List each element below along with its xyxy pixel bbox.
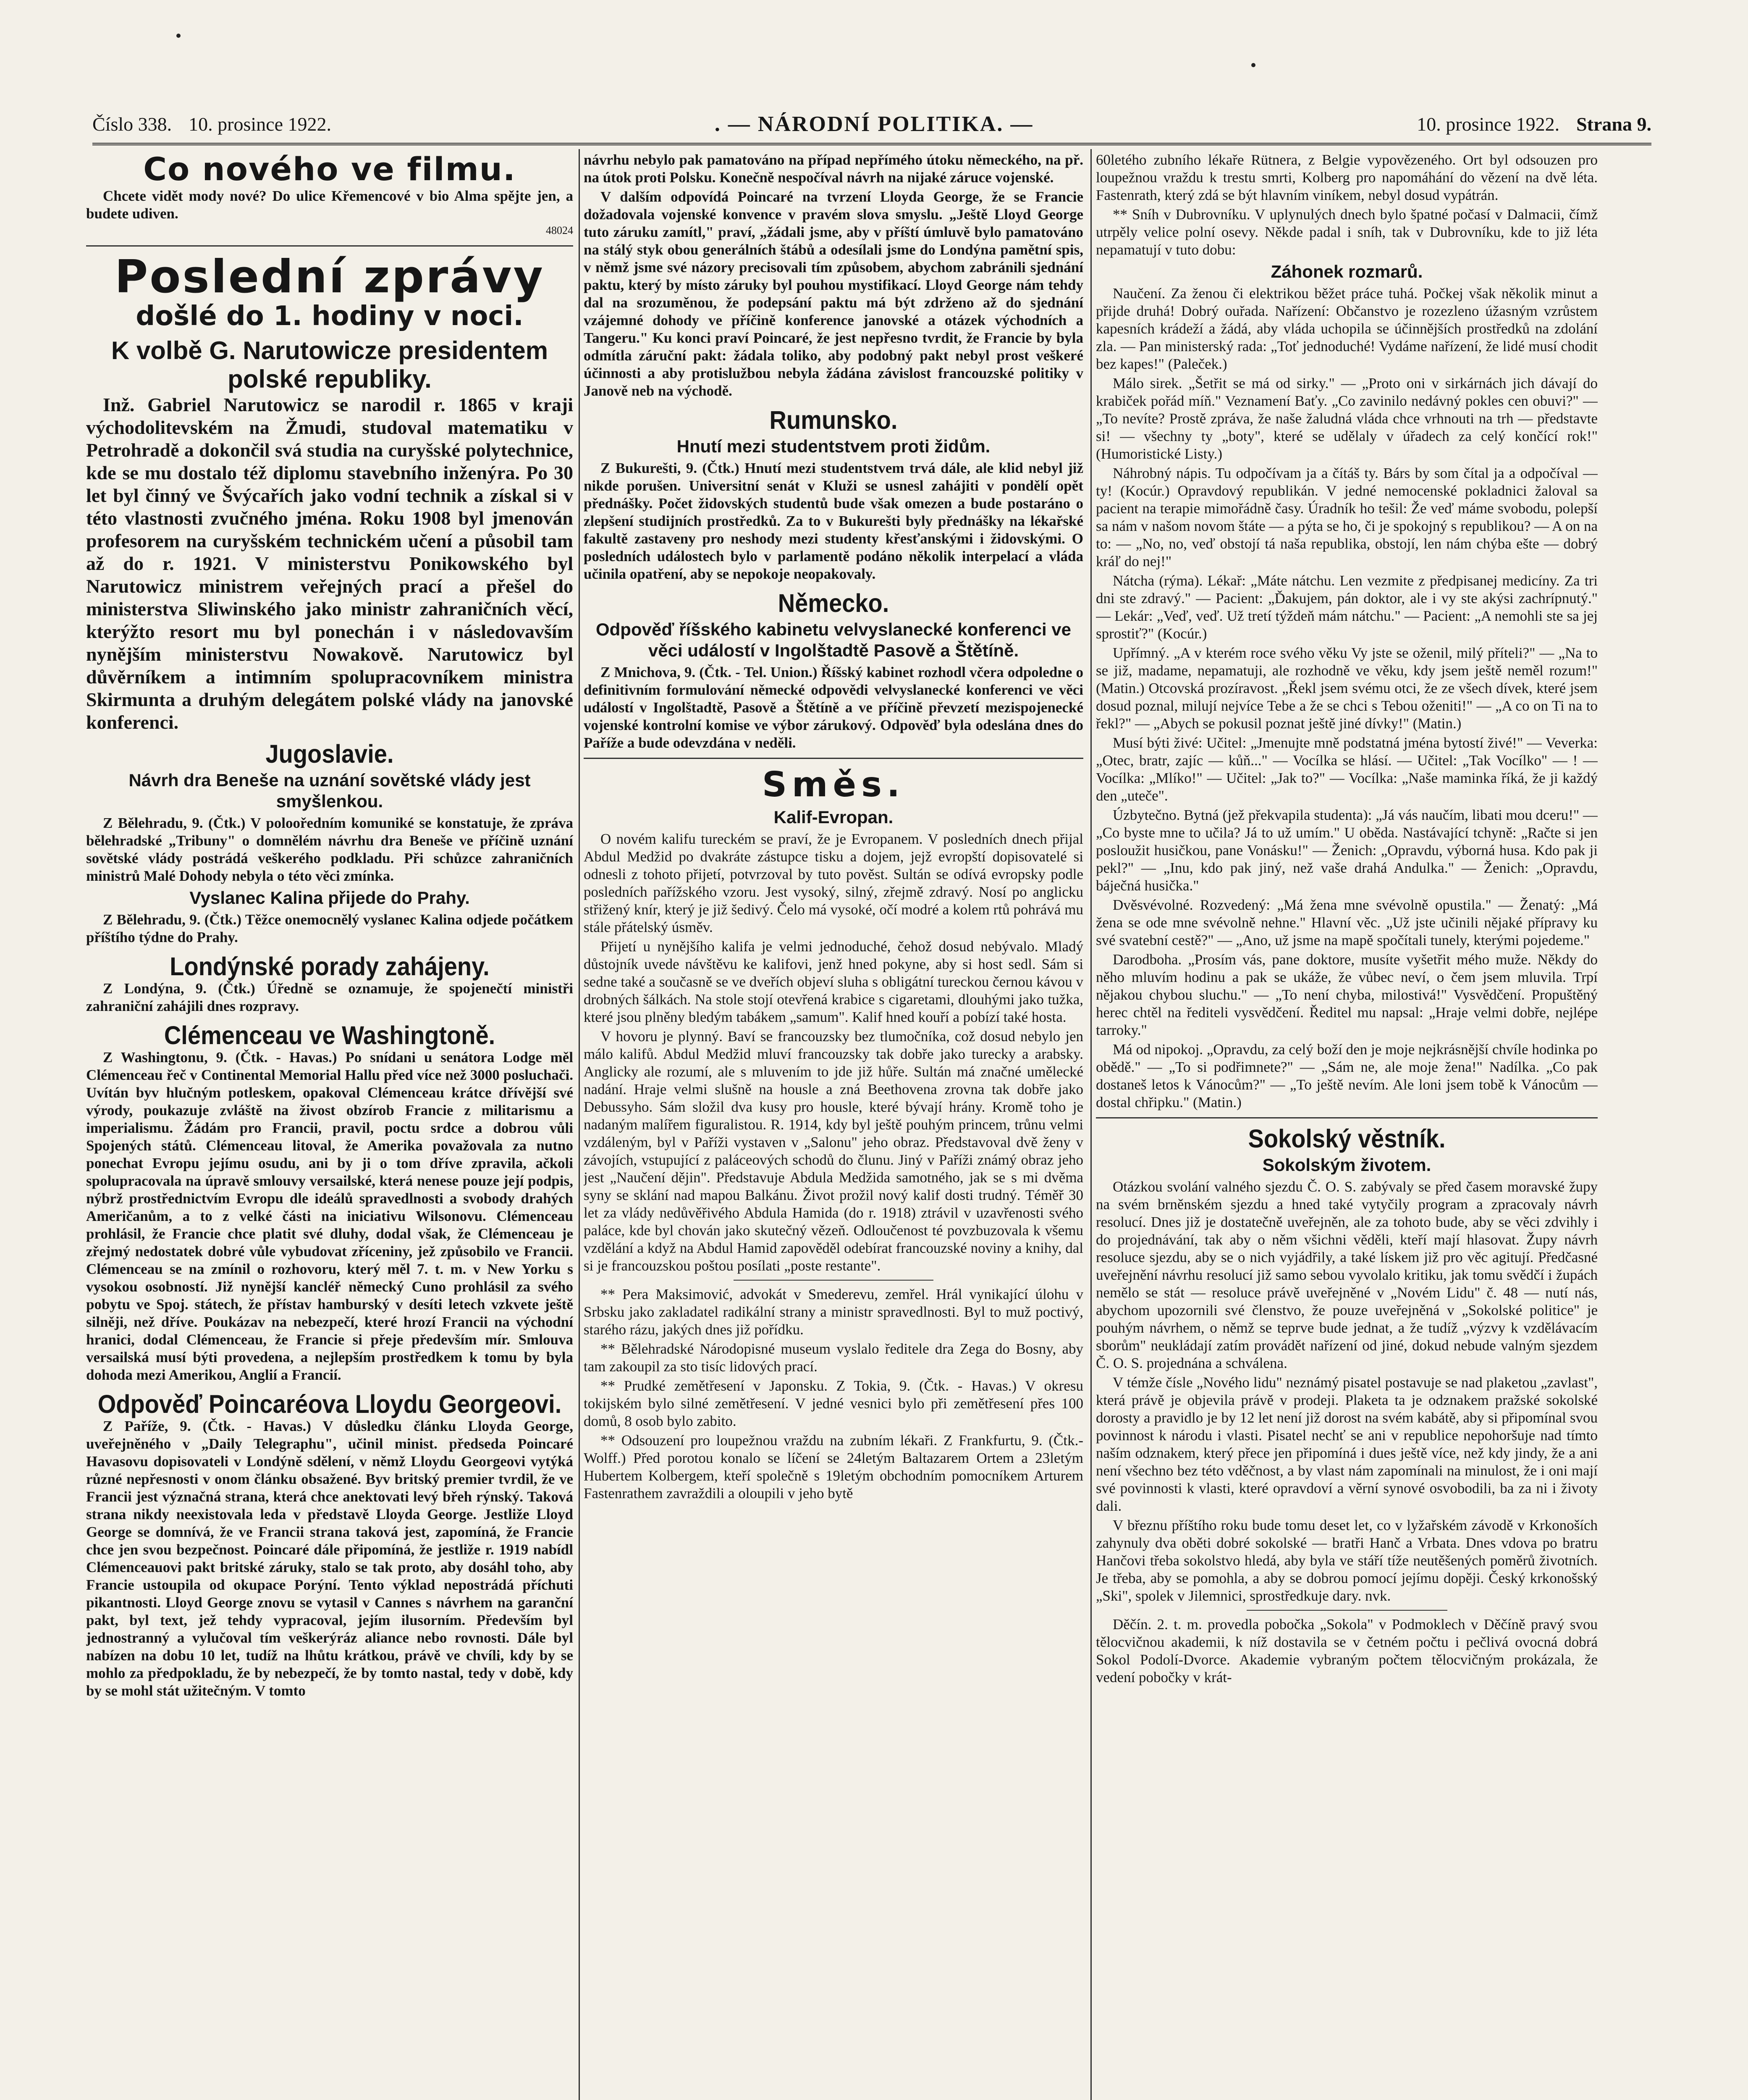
column-3 — [1096, 151, 1598, 2100]
poincare-continuation-2: V dalším odpovídá Poincaré na tvrzení Lloyda George, že se Francie dožadovala vojenské konvence v pravém slova smyslu. „Ještě Lloyd George tuto záruku zamítl," praví, „žádali jsme, aby v příští úmluvě bylo pamatováno na stálý styk obou generálních štábů a odesílali jsme do Londýna pamětní spis, v němž jsme své názory precisovali tím způsobem, abychom zabránili sjednání paktu, který by místo záruky byl pouhou mystifikací. Lloyd George nám tehdy dal na srozuměnou, že podepsání paktu má být zdrženo až do sjednání vzájemné dohody ve příčině konference janovské a otázek východních a Tangeru." Ku konci praví Poincaré, že jest nepřesno tvrdit, že Francie by byla odmítla záruční pakt: žádala toliko, aby podobný pakt nebyl prost veškeré účinnosti a aby protislužbou nebyla žádána závislost francouzské politiky v Janově neb na východě. — [584, 189, 1083, 399]
column-2 — [584, 151, 1083, 2100]
jugoslavia-article: Z Bělehradu, 9. (Čtk.) V polooředním komuniké se konstatuje, že zpráva bělehradské „Tribuny" o domnělém návrhu dra Beneše ve příčině uznání sovětské vlády postrádá veškerého podkladu. Při schůzce zahraničních ministrů Malé Dohody nebyla o této věci zmínka. — [86, 815, 573, 884]
sokol-heading: Sokolský věstník. — [1248, 1124, 1446, 1153]
poincare-continuation: návrhu nebylo pak pamatováno na případ nepřímého útoku německého, na př. na útok proti Polsku. Konečně nespočíval návrh na nijaké záruce vojenské. — [584, 152, 1083, 186]
clemenceau-heading: Clémenceau ve Washingtoně. — [164, 1020, 495, 1050]
issue-number: Číslo 338. — [92, 113, 172, 135]
caliph-paragraph: Přijetí u nynějšího kalifa je velmi jednoduché, čehož dosud nebývalo. Mladý důstojník uvede návštěvu ke kalifovi, jenž hned pokyne, aby si host sedl. Sám si sedne také a současně se ve dveřích objeví sluha s obligátní tureckou černou kávou v drobných šálkách. Na stole stojí otevřená krabice s cigaretami, dlouhými jako tužka, které jsou plněny bledým tabákem „samum". Kalif hned kouří a pobízí také hosta. — [584, 938, 1083, 1025]
kalina-heading: Vyslanec Kalina přijede do Prahy. — [189, 888, 470, 908]
caliph-heading: Kalif-Evropan. — [773, 807, 894, 827]
latest-news-heading: Poslední zprávy — [115, 251, 545, 303]
film-ad: Chcete vidět mody nové? Do ulice Křemencové v bio Alma spějte jen, a budete udiven. — [86, 188, 573, 222]
page-label: Strana 9. — [1576, 113, 1651, 135]
news-item: ** Prudké zemětřesení v Japonsku. Z Tokia, 9. (Čtk. - Havas.) V okresu tokijském bylo silné zemětřesení. V jedné vesnici bylo při zemětřesení přes 100 domů, 8 osob bylo zabito. — [584, 1378, 1083, 1429]
london-heading: Londýnské porady zahájeny. — [170, 951, 490, 981]
news-item: ** Bělehradské Národopisné museum vyslalo ředitele dra Zega do Bosny, aby tam zakoupil za sto tisíc lidových prací. — [584, 1341, 1083, 1375]
latest-news-subheading: došlé do 1. hodiny v noci. — [136, 301, 524, 332]
germany-subheading: Odpověď říšského kabinetu velvyslanecké konferenci ve věci událostí v Ingolštadtě Pasově a Štětíně. — [595, 620, 1072, 660]
poincare-heading: Odpověď Poincaréova Lloydu Georgeovi. — [97, 1389, 562, 1419]
news-item: ** Odsouzení pro loupežnou vraždu na zubním lékaři. Z Frankfurtu, 9. (Čtk.-Wolff.) Před porotou konalo se líčení se 24letým Baltazarem Ortem a 23letým Hubertem Kolbergem, kteří společně s 19letým obchodním pomocníkem Arturem Fastenrathem zavraždili a oloupili v jeho bytě — [584, 1432, 1083, 1502]
column-rule — [579, 149, 580, 2100]
column-1 — [86, 151, 573, 2100]
romania-subheading: Hnutí mezi studentstvem proti židům. — [676, 436, 991, 456]
sokol-subheading: Sokolským životem. — [1262, 1155, 1431, 1175]
humor-item: Upřímný. „A v kterém roce svého věku Vy jste se oženil, milý příteli?" — „Na to se již, madame, nepamatuji, ale rozhodně ve věku, kdy jsem ještě neměl rozum!" (Matin.) Otcovská prozíravost. „Řekl jsem svému otci, že ze všech dívek, které jsem dosud poznal, milují nejvíce Tebe a že se chci s Tebou oženiti!" — „A co on Ti na to řekl?" — „Abych se pokusil poznat ještě jiné dívky!" (Matin.) — [1096, 645, 1598, 732]
miscellany-heading: Směs. — [762, 765, 905, 805]
humor-item: Naučení. Za ženou či elektrikou běžet práce tuhá. Počkej však několik minut a přijde druhá! Dobrý ouřada. Nařízení: Občanstvo je rozezleno úžasným vzrůstem kapesních krádeží a žádá, aby vláda uchopila se účinnějších prostředků na zdolání zla. — Pan ministerský rada: „Toť jednoduché! Vydáme nařízení, že lidé musí chodit bez kapes!" (Paleček.) — [1096, 285, 1598, 372]
caliph-paragraph: V hovoru je plynný. Baví se francouzsky bez tlumočníka, což dosud nebylo jen málo kalifů. Abdul Medžid mluví francouzsky tak dobře jako turecky a arabsky. Anglicky ale rozumí, ale s mluvením to jde již hůře. Sultán má značné umělecké nadání. Hraje velmi slušně na housle a zná Beethovena zrovna tak dobře jako Debussyho. Sám složil dva kusy pro housle, které bývají hrány. Kromě toho je nadaným malířem figuralistou. R. 1914, kdy byl ještě pouhým princem, trůnu velmi vzdáleným, byl v Paříži vystaven v „Salonu" jeho obraz. Představoval dvě ženy v závojích, vstupující z paláceových schodů do člunu. Jiný v Paříži známý obraz jeho jest „Naučení dějin". Představuje Abdula Medžida samotného, jak se s mi dvěma syny se sklání nad mapou Balkánu. Život prožil nový kalif dosti trudný. Téměř 30 let za vlády nedůvěřivého Abdula Hamida (do r. 1918) ztrávil v uzavřenosti svého paláce, kde byl chován jako skutečný vězeň. Odloučenost té povzbuzovala k všemu vzdělání a když na Abdul Hamid zapověděl odebírat francouzské noviny a knihy, dal si je francouzskou poštou posílati „poste restante". — [584, 1028, 1083, 1274]
humor-item: Má od nipokoj. „Opravdu, za celý boží den je moje nejkrásnější chvíle hodinka po obědě." — „To si podřimnete?" — „Sám ne, ale moje žena!" Nadílka. „Co pak dostaneš letos k Vánocům?" — „To ještě nevím. Ale loni jsem tobě k Vánocům — dostal chřipku." (Matin.) — [1096, 1041, 1598, 1110]
film-heading: Co nového ve filmu. — [143, 151, 516, 188]
sokol-paragraph: Děčín. 2. t. m. provedla pobočka „Sokola" v Podmoklech v Děčíně pravý svou tělocvičnou akademii, k níž dostavila se v četném počtu i pečlivá ovocná dobrá Sokol Podolí-Dvorce. Akademie vybraným počtem tělocvičným prokázala, že vedení pobočky v krát- — [1096, 1616, 1598, 1685]
header-date-left: 10. prosince 1922. — [189, 113, 331, 135]
humor-item: Náhrobný nápis. Tu odpočívam ja a čítáš ty. Bárs by som čítal ja a odpočíval — ty! (Kocúr.) Opravdový republikán. V jedné nemocenské pokladnici žaloval sa pacient na terapie mimořádně časy. Úradník ho tešil: Že veď máme svobodu, polepší sa nám v našom novom štáte — a pýta se ho, či je spokojný s republikou? — A on na to: — „No, no, veď obstojí tá naša republika, obstojí, len nám chýba ešte — dobrý kráľ do nej!" — [1096, 465, 1598, 570]
clemenceau-article: Z Washingtonu, 9. (Čtk. - Havas.) Po snídani u senátora Lodge měl Clémenceau řeč v Continental Memorial Hallu před více než 3000 posluchači. Uvítán byv hlučným potleskem, opakoval Clémenceau krátce dřívější své výrody, poukazuje zvláště na živost obzírob Francie z militarismu a imperialismu. Žádám pro Francii, pravil, poctu srdce a dobrou vůli Spojených států. Clémenceau litoval, že Amerika považovala za nutno ponechat Evropu jejímu osudu, ani by ji o tom dříve zpravila, ačkoli spolupracovala na úpravě smlouvy versailské, která nenese pouze její podpis, nýbrž prostřednictvím Evropu dle ideálů spravedlnosti a svobody drahých Američanům, a to z velké části na iniciativu Wilsonovu. Clémenceau prohlásil, že Francie chce platit své dluhy, dodal však, že Clémenceau je zřejmý nedostatek dobré vůle vybudovat zříceniny, jež způsobilo ve Francii. Clémenceau se na zmínil o rozhovoru, který měl 7. t. m. v New Yorku s vysokou osobností. Již nynější kancléř německý Cuno prohlásil za svého pobytu ve Spoj. státech, že přístav hamburský v desíti letech vzkvete ještě silněji, než dříve. Poukázav na nebezpečí, které hrozí Francii na východní hranici, dodal Clémenceau, že Francie si přeje především mír. Smlouva versailská musí býti provedena, a nejlepším prostředkem k tomu by byla dohoda mezi Amerikou, Anglií a Francií. — [86, 1049, 573, 1383]
jugoslavia-heading: Jugoslavie. — [265, 739, 394, 769]
germany-article: Z Mnichova, 9. (Čtk. - Tel. Union.) Říšský kabinet rozhodl včera odpoledne o definitivním formulování německé odpovědi velvyslanecké konferenci ve věci událostí v Ingolštadtě, Pasově a Štětíně a ve příčině převzetí mezispojenecké vojenské kontrolní komise ve výbor zárukový. Odpověď byla odeslána dnes do Paříže a bude odevzdána v neděli. — [584, 664, 1083, 751]
humor-item: Úzbytečno. Bytná (jež překvapila studenta): „Já vás naučím, libati mou dceru!" — „Co byste mne to učila? Já to už umím." U oběda. Nastávající tchyně: „Račte si jen posloužit husičkou, pane Vonásku!" — Ženich: „Opravdu, výborná husa. Kdo pak ji pekl?" — „Inu, kdo pak jiný, než vaše drahá Andulka." — Ženich: „Opravdu, báječná husička." — [1096, 807, 1598, 894]
germany-heading: Německo. — [778, 588, 889, 618]
divider — [584, 758, 1083, 759]
romania-article: Z Bukurešti, 9. (Čtk.) Hnutí mezi studentstvem trvá dále, ale klid nebyl již nikde porušen. Universitní senát v Kluži se usnesl zahájiti v pondělí opět přednášky. Počet židovských studentů bude však omezen a bude postaráno o zlepšení studijních prostředků. Za to v Bukurešti byly přednášky na lékařské fakultě zastaveny pro neshody mezi studenty křesťanskými i židovskými. O posledních událostech bylo v parlamentě podáno několik interpelací a vláda učinila opatření, aby se nepokoje neopakovaly. — [584, 460, 1083, 582]
margin-dot — [176, 34, 181, 38]
column-rule — [1090, 149, 1092, 2100]
humor-item: Dvěsvévolné. Rozvedený: „Má žena mne svévolně opustila." — Ženatý: „Má žena se ode mne svévolně nehne." Hlavní věc. „Už jste učinili nějaké přípravy ku své svatební cestě?" — „Ano, už jsme na mapě spočítali tunely, kterými pojedeme." — [1096, 897, 1598, 948]
caliph-paragraph: O novém kalifu tureckém se praví, že je Evropanem. V posledních dnech přijal Abdul Medžid po dvakráte zástupce tisku a dojem, jejž evropští dopisovatelé si odnesli z tohoto přijetí, potvrzoval by tuto pověst. Sultán se odívá evropsky podle posledních pařížského vzoru. Jest vysoký, silný, zřejmě zdravý. Nosí po anglicku střižený knír, který je již šedivý. Čelo má vysoké, očí modré a kolem rtů pohrává mu stále přátelský úsměv. — [584, 831, 1083, 935]
margin-dot — [1251, 63, 1255, 67]
humor-item: Darodboha. „Prosím vás, pane doktore, musíte vyšetřit mého muže. Někdy do něho mluvím hodinu a pak se ukáže, že vůbec neví, o čem jsem mluvila. Trpí nějakou chybou sluchu." — „To není chyba, milostivá!" Vysvědčení. Propuštěný herec chtěl na řediteli vysvědčení. Ředitel mu napsal: „Hraje velmi dobře, nejlépe tarroky." — [1096, 951, 1598, 1038]
narutowicz-heading: K volbě G. Narutowicze presidentem polské republiky. — [111, 336, 548, 393]
poincare-article: Z Paříže, 9. (Čtk. - Havas.) V důsledku článku Lloyda George, uveřejněného v „Daily Telegraphu", učinil minist. předseda Poincaré Havasovu dopisovateli v Londýně sdělení, v němž Lloydu Georgeovi vytýká různé nepřesnosti v onom článku obsažené. Byv britský premier tvrdil, že ve Francii jest význačná strana, která chce anektovati levý břeh rýnský. Taková strana nikdy neexistovala leda v představě Lloyda George. Jestliže Lloyd George se domnívá, že ve Francii strana taková jest, zapomíná, že Francie chce jen svou bezpečnost. Poincaré dále připomíná, že jestliže r. 1919 nabídl Clémenceauovi pakt britské záruky, stalo se tak proto, aby dosáhl toho, aby Francie ustoupila od okupace Porýní. Tento výklad nepostrádá příchuti pikantnosti. Lloyd George znovu se vytasil v Cannes s návrhem na garanční pakt, byl text, jež tehdy vypracoval, jejím ilusorním. Především byl jednostranný a vylučoval tím veškerýráz aliance nebo rovnosti. Dále byl nabízen na dobu 10 let, tudíž na lhůtu krátkou, právě ve chvíli, kdy by se mohlo za předpokladu, že by nebezpečí, že by tomto nastal, tedy v době, kdy by se mohl stát užitečným. V tomto — [86, 1418, 573, 1699]
news-item: ** Pera Maksimović, advokát v Smederevu, zemřel. Hrál vynikající úlohu v Srbsku jako zakladatel radikální strany a ministr spravedlnosti. Byl to muž poctivý, starého rázu, jakých dnes již pořídku. — [584, 1286, 1083, 1338]
divider — [86, 245, 573, 247]
narutowicz-article: Inž. Gabriel Narutowicz se narodil r. 1865 v kraji východolitevském na Žmudi, studoval matematiku v Petrohradě a dokončil svá studia na curyšské polytechnice, kde se mu dostalo též diplomu stavebního inženýra. Po 30 let byl činný ve Švýcařích jako vodní technik a získal si v této vlastnosti zvučného jména. Roku 1908 byl jmenován profesorem na curyšském technickém učení a působil tam až do r. 1921. V ministerstvu Ponikowského byl Narutowicz ministrem veřejných prací a přešel do ministerstva Sliwinského jako ministr zahraničních věcí, kterýžto resort mu byl ponechán i v následovavším nynějším ministerstvu Nowakově. Narutowicz byl důvěrníkem a intimním spolupracovníkem ministra Skirmunta a druhým delegátem polské vlády na janovské konferenci. — [86, 394, 573, 733]
humor-item: Nátcha (rýma). Lékař: „Máte nátchu. Len vezmite z předpisanej medicíny. Za tri dni ste zdravý." — Pacient: „Ďakujem, pán doktor, ale i vy ste akýsi zachrípnutý." — Lekár: „Veď, veď. Už tretí týždeň mám nátchu." — Pacient: „A nemohli ste sa jej sprostiť?" (Kocúr.) — [1096, 572, 1598, 642]
header-date-right: 10. prosince 1922. — [1417, 113, 1560, 135]
sokol-paragraph: V témže čísle „Nového lidu" neznámý pisatel postavuje se nad plaketou „zavlast", která právě je objevila právě v prodeji. Plaketa ta je odznakem pražské sokolské dorosty a pravidlo je by 12 let není již dorost na svém kabátě, aby si připomínal svou povinnost k národu i vlasti. Pisatel nechť se ani v republice nepohoršuje nad tímto naším odznakem, který přece jen připomíná i dues ještě více, než kdy jindy, že a ani není všechno bez této vděčnost, a by vlast nám zapomínali na minulost, že i oni mají své povinnosti k vlasti, které opravdoví a věrní synové osvobodili, ba za ni i životy dali. — [1096, 1374, 1598, 1514]
masthead: . — NÁRODNÍ POLITIKA. — — [714, 112, 1034, 136]
ad-number: 48024 — [546, 224, 573, 236]
romania-heading: Rumunsko. — [769, 405, 898, 435]
sokol-paragraph: Otázkou svolání valného sjezdu Č. O. S. zabývaly se před časem moravské župy na svém brněnském sjezdu a hned také vytyčily program a zpracovaly návrh resolucí. Dnes již je dostatečně uveřejněn, ale za tohoto bude, aby se věci zdvihly i do projednávání, tak aby o něm všichni věděli, kteří mají hlasovat. Župy návrh resoluce sjezdu, aby se o nich vyjádřily, a také lískem již pro věc agitují. Předčasné uveřejnění návrhu resolucí již samo sebou vyvolalo kritiku, jak tomu svědčí i župách nemělo se stát — resoluce právě uveřejněné v „Novém Lidu" č. 48 — nutí nás, abychom upozornili své členstvo, že pouze uveřejněná v „Sokolské politice" je pouhým návrhem, o němž se teprve bude jednat, a že tudíž „výzvy k vzdělávacím sborům" neukládají zatím provádět nařízení od jiné, dokud nebude valným sjezdem Č. O. S. projednána a schválena. — [1096, 1179, 1598, 1371]
murder-continuation: 60letého zubního lékaře Rütnera, z Belgie vypovězeného. Ort byl odsouzen pro loupežnou vraždu k trestu smrti, Kolberg pro napomáhání do vězení na dvě léta. Fastenrath, který zdá se být hlavním viníkem, nebyl dosud vypátrán. — [1096, 152, 1598, 203]
humor-item: Málo sirek. „Šetřit se má od sirky." — „Proto oni v sirkárnách jich dávají do krabiček pořád míň." Veznamení Baťy. „Co zavinilo nedávný pokles cen obuvi?" — „To nevíte? Prostě zpráva, že naše žaludná vláda chce vrhnouti na trh — představte si! — všechny ty „boty", které se udělaly v úřadech za celý končící rok!" (Humoristické Listy.) — [1096, 375, 1598, 462]
humor-heading: Záhonek rozmarů. — [1271, 262, 1423, 281]
divider — [1247, 1610, 1447, 1611]
sokol-paragraph: V březnu příštího roku bude tomu deset let, co v lyžařském závodě v Krkonoších zahynuly dva oběti dobré sokolské — bratři Hanč a Vrbata. Dnes vdova po bratru Hančovi třeba sokolstvo hledá, aby byla ve stáří tíže neutěšených poměrů životních. Je třeba, aby se pomohla, a aby se dobrou pomocí jejímu dopěji. Český krkonošský „Ski", spolek v Jilemnici, sprostředkuje dary. nvk. — [1096, 1517, 1598, 1604]
london-article: Z Londýna, 9. (Čtk.) Úředně se oznamuje, že spojenečtí ministři zahraniční zahájili dnes rozpravy. — [86, 980, 573, 1014]
kalina-article: Z Bělehradu, 9. (Čtk.) Těžce onemocnělý vyslanec Kalina odjede počátkem příštího týdne do Prahy. — [86, 911, 573, 945]
humor-item: Musí býti živé: Učitel: „Jmenujte mně podstatná jména bytostí živé!" — Veverka: „Otec, bratr, zajíc — kůň..." — Vocílka se hlásí. — Učitel: „Tak Vocílko" — ! — Vocílka: „Mlíko!" — Učitel: „Jak to?" — Vocílka: „Naše maminka říká, že ji každý den „uteče". — [1096, 735, 1598, 804]
news-item: ** Sníh v Dubrovníku. V uplynulých dnech bylo špatné počasí v Dalmacii, čímž utrpěly velice polní osevy. Někde padal i sníh, tak v Dubrovníku, kde to již léta nepamatují v tuto dobu: — [1096, 206, 1598, 258]
jugoslavia-subheading: Návrh dra Beneše na uznání sovětské vlády jest smyšlenkou. — [128, 770, 531, 811]
divider — [1096, 1117, 1598, 1118]
page-header — [92, 105, 1651, 145]
divider — [734, 1280, 933, 1281]
